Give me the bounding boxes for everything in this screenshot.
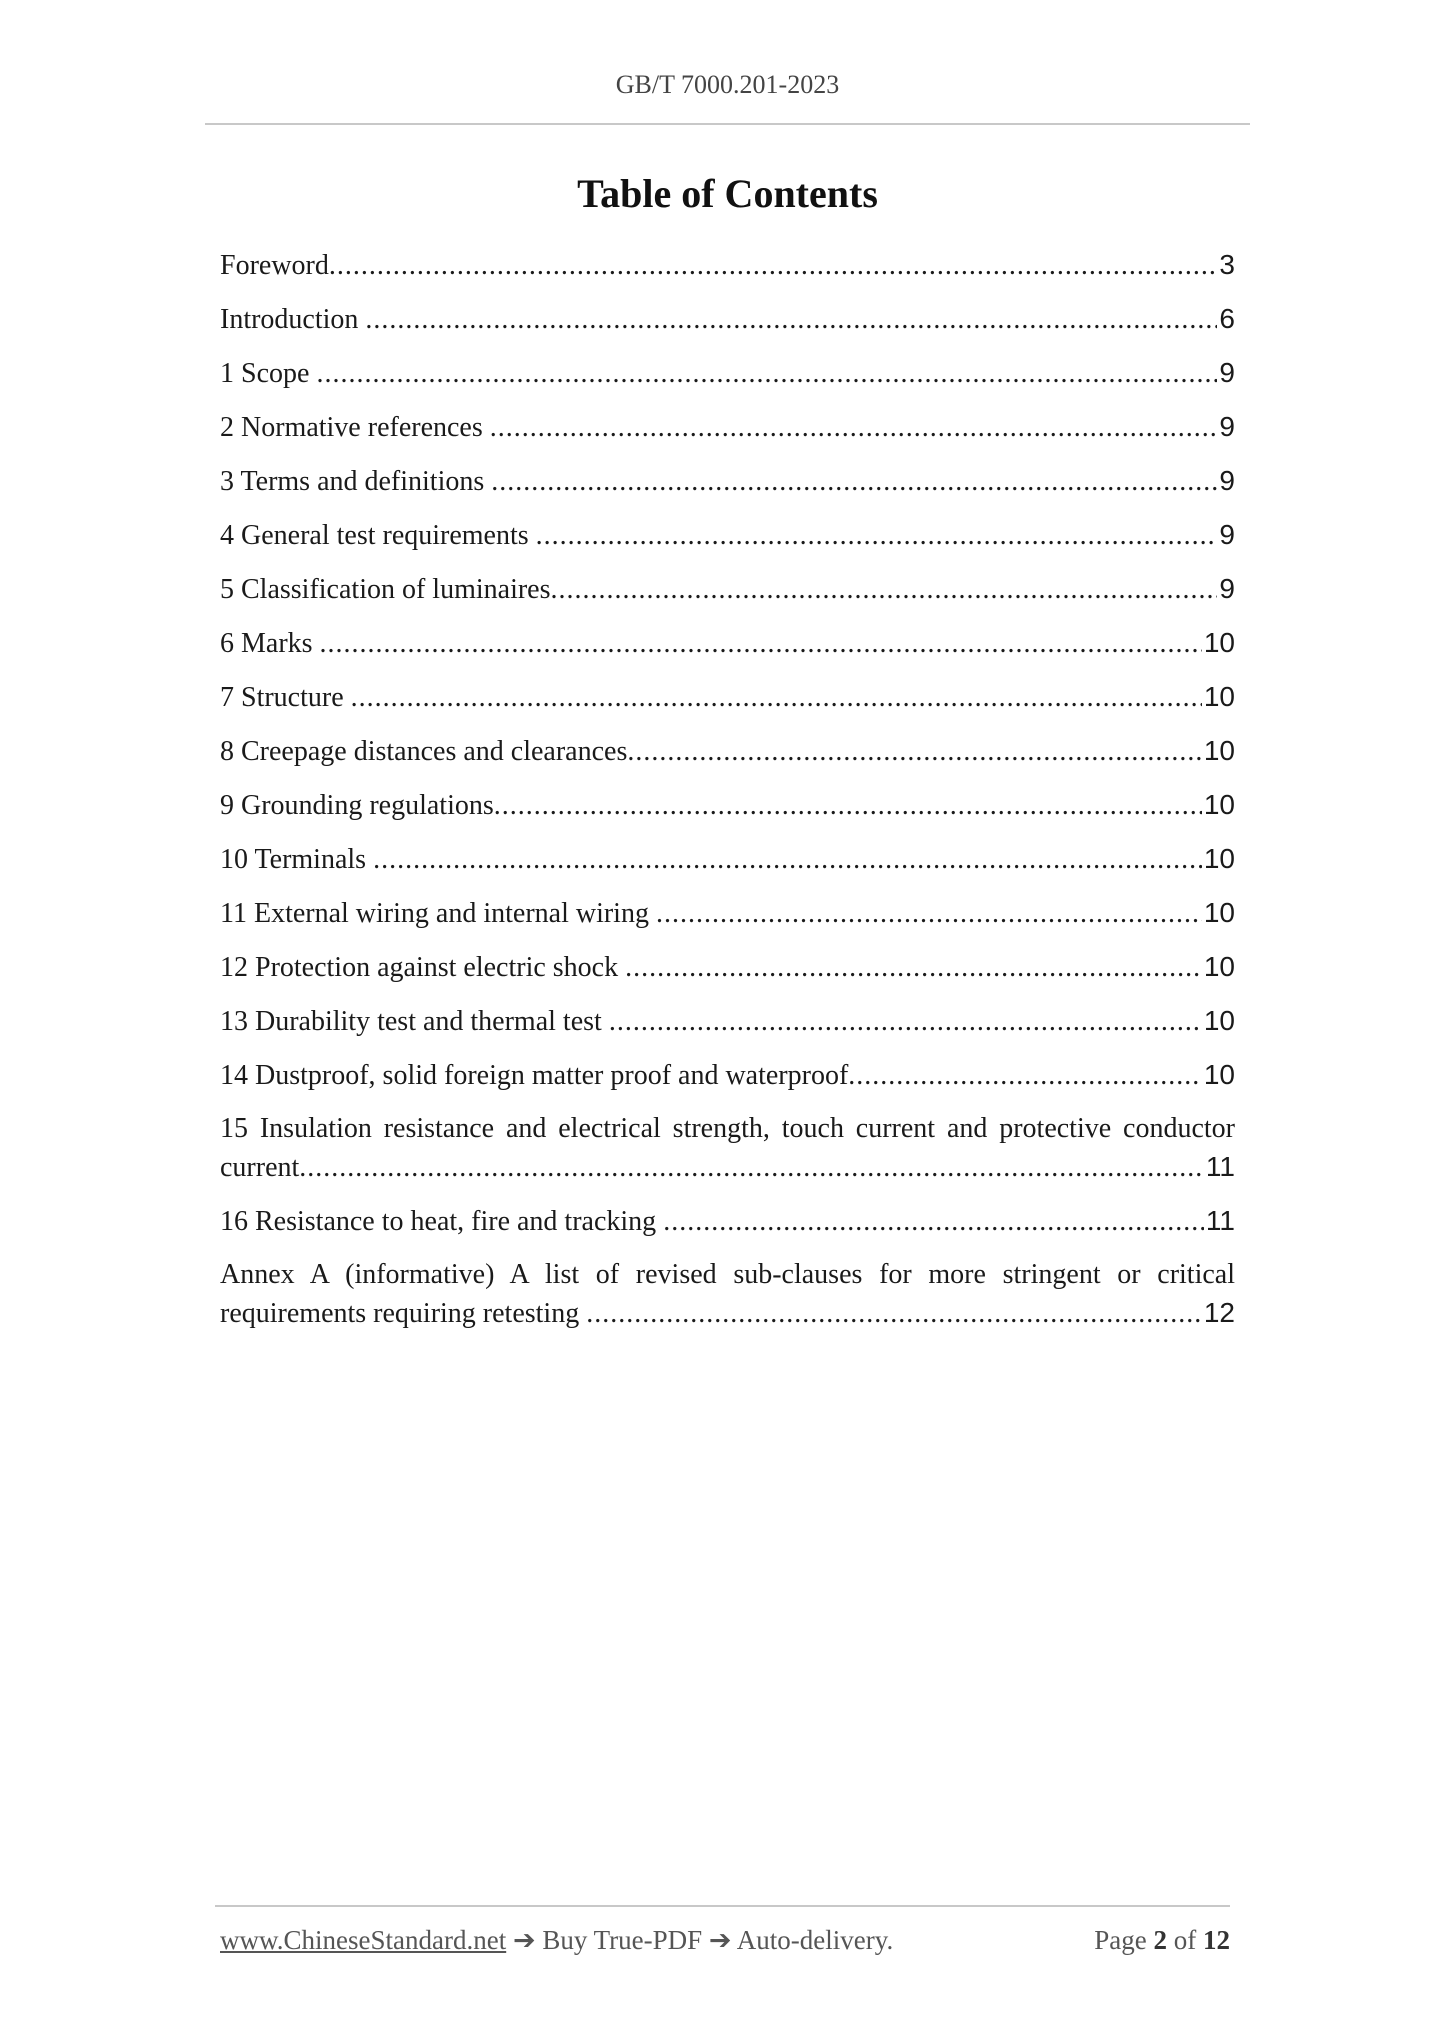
toc-entry-page-number: 6 (1219, 303, 1235, 334)
dot-leader (625, 949, 1202, 987)
toc-entry-label: 12 Protection against electric shock (220, 952, 626, 983)
toc-entry-page-number: 9 (1219, 357, 1235, 388)
footer-promo (220, 1925, 893, 1956)
dot-leader (609, 1003, 1202, 1041)
toc-entry-line (220, 840, 1235, 879)
toc-entry-line (220, 786, 1235, 825)
toc-entry-line (220, 948, 1235, 987)
toc-entry-line (220, 1148, 1235, 1187)
toc-entry[interactable] (220, 570, 1235, 609)
toc-entry-label: 11 External wiring and internal wiring (220, 898, 656, 929)
toc-entry-label: 4 General test requirements (220, 520, 536, 551)
dot-leader (494, 787, 1202, 825)
toc-entry-line (220, 624, 1235, 663)
toc-entry-label: 1 Scope (220, 358, 317, 389)
toc-entry-line (220, 246, 1235, 285)
page-title: Table of Contents (577, 171, 878, 216)
toc-entry[interactable] (220, 678, 1235, 717)
toc-entry[interactable] (220, 894, 1235, 933)
toc-entry-line (220, 1002, 1235, 1041)
toc-entry-label: 13 Durability test and thermal test (220, 1006, 609, 1037)
toc-entry-line (220, 516, 1235, 555)
dot-leader (551, 571, 1218, 609)
dot-leader (491, 463, 1217, 501)
toc-entry[interactable] (220, 300, 1235, 339)
toc-entry-page-number: 10 (1203, 681, 1235, 712)
arrow-right-icon: ➔ (708, 1925, 732, 1955)
toc-entry-label: 14 Dustproof, solid foreign matter proof and waterproof (220, 1060, 849, 1091)
toc-entry[interactable] (220, 786, 1235, 825)
toc-entry[interactable] (220, 246, 1235, 285)
toc-entry[interactable] (220, 840, 1235, 879)
delivery-text: Auto-delivery. (736, 1925, 894, 1955)
toc-entry-line (220, 462, 1235, 501)
toc-entry-label: Introduction (220, 304, 366, 335)
toc-entry[interactable] (220, 408, 1235, 447)
dot-leader (329, 247, 1218, 285)
toc-entry-label: 3 Terms and definitions (220, 466, 492, 497)
buy-text: Buy True-PDF (542, 1925, 703, 1955)
toc-entry-page-number: 10 (1203, 951, 1235, 982)
toc-entry-page-number: 9 (1219, 573, 1235, 604)
toc-entry-page-number: 10 (1203, 789, 1235, 820)
toc-entry[interactable] (220, 1056, 1235, 1095)
dot-leader (663, 1203, 1204, 1241)
site-link[interactable]: www.ChineseStandard.net (220, 1925, 507, 1955)
total-pages: 12 (1203, 1925, 1230, 1955)
toc-entry-label: 10 Terminals (220, 844, 374, 875)
toc-entry[interactable] (220, 948, 1235, 987)
toc-entry-page-number: 12 (1203, 1297, 1235, 1328)
dot-leader (656, 895, 1202, 933)
dot-leader (316, 355, 1217, 393)
toc-entry-line (220, 408, 1235, 447)
current-page: 2 (1153, 1925, 1167, 1955)
page-word: Page (1094, 1925, 1147, 1955)
toc-entry[interactable] (220, 354, 1235, 393)
toc-entry-page-number: 10 (1203, 627, 1235, 658)
toc-entry-page-number: 9 (1219, 465, 1235, 496)
toc-entry[interactable] (220, 1256, 1235, 1333)
toc-entry-line (220, 894, 1235, 933)
toc-entry-label: current (220, 1152, 300, 1183)
dot-leader (490, 409, 1218, 447)
dot-leader (299, 1149, 1204, 1187)
toc-entry-line (220, 678, 1235, 717)
toc-entry-label: 8 Creepage distances and clearances (220, 736, 628, 767)
toc-entry-line (220, 300, 1235, 339)
header-divider (205, 123, 1250, 125)
dot-leader (320, 625, 1202, 663)
standard-code: GB/T 7000.201-2023 (615, 70, 840, 99)
toc-entry-line (220, 732, 1235, 771)
toc-entry-label: 2 Normative references (220, 412, 490, 443)
toc-entry-line (220, 354, 1235, 393)
toc-entry-line (220, 1056, 1235, 1095)
toc-entry-label-line1: 15 Insulation resistance and electrical strength, touch current and protective conductor (220, 1113, 1235, 1144)
toc-entry-label: 7 Structure (220, 682, 351, 713)
toc-entry-page-number: 9 (1219, 411, 1235, 442)
toc-entry-label: 16 Resistance to heat, fire and tracking (220, 1206, 664, 1237)
toc-entry-label: Foreword (220, 250, 329, 281)
toc-entry-label: 6 Marks (220, 628, 320, 659)
toc-entry-page-number: 11 (1205, 1205, 1235, 1236)
toc-entry-page-number: 9 (1219, 519, 1235, 550)
toc-entry-line (220, 570, 1235, 609)
dot-leader (365, 301, 1217, 339)
toc-entry-page-number: 3 (1219, 249, 1235, 280)
toc-entry[interactable] (220, 1202, 1235, 1241)
toc-entry[interactable] (220, 732, 1235, 771)
toc-entry[interactable] (220, 516, 1235, 555)
arrow-right-icon: ➔ (512, 1925, 536, 1955)
dot-leader (848, 1057, 1202, 1095)
toc-entry-page-number: 10 (1203, 1059, 1235, 1090)
toc-entry-page-number: 10 (1203, 897, 1235, 928)
toc-entry-page-number: 10 (1203, 735, 1235, 766)
dot-leader (373, 841, 1202, 879)
toc-entry[interactable] (220, 1002, 1235, 1041)
toc-entry-page-number: 11 (1205, 1151, 1235, 1182)
toc-entry-line (220, 1294, 1235, 1333)
dot-leader (627, 733, 1202, 771)
toc-entry-label: 9 Grounding regulations (220, 790, 494, 821)
toc-entry-page-number: 10 (1203, 843, 1235, 874)
toc-entry-label-line1: Annex A (informative) A list of revised sub-clauses for more stringent or critical (220, 1259, 1235, 1290)
toc-entry[interactable] (220, 462, 1235, 501)
toc-entry-line (220, 1202, 1235, 1241)
table-of-contents (220, 246, 1235, 1348)
toc-entry[interactable] (220, 1110, 1235, 1187)
dot-leader (586, 1295, 1202, 1333)
dot-leader (536, 517, 1218, 555)
footer-divider (215, 1905, 1230, 1907)
toc-entry-label: 5 Classification of luminaires (220, 574, 551, 605)
of-word: of (1173, 1925, 1197, 1955)
dot-leader (351, 679, 1202, 717)
toc-entry-label: requirements requiring retesting (220, 1298, 587, 1329)
document-header (205, 70, 1250, 100)
toc-entry-page-number: 10 (1203, 1005, 1235, 1036)
toc-entry[interactable] (220, 624, 1235, 663)
page-number (1094, 1925, 1230, 1956)
